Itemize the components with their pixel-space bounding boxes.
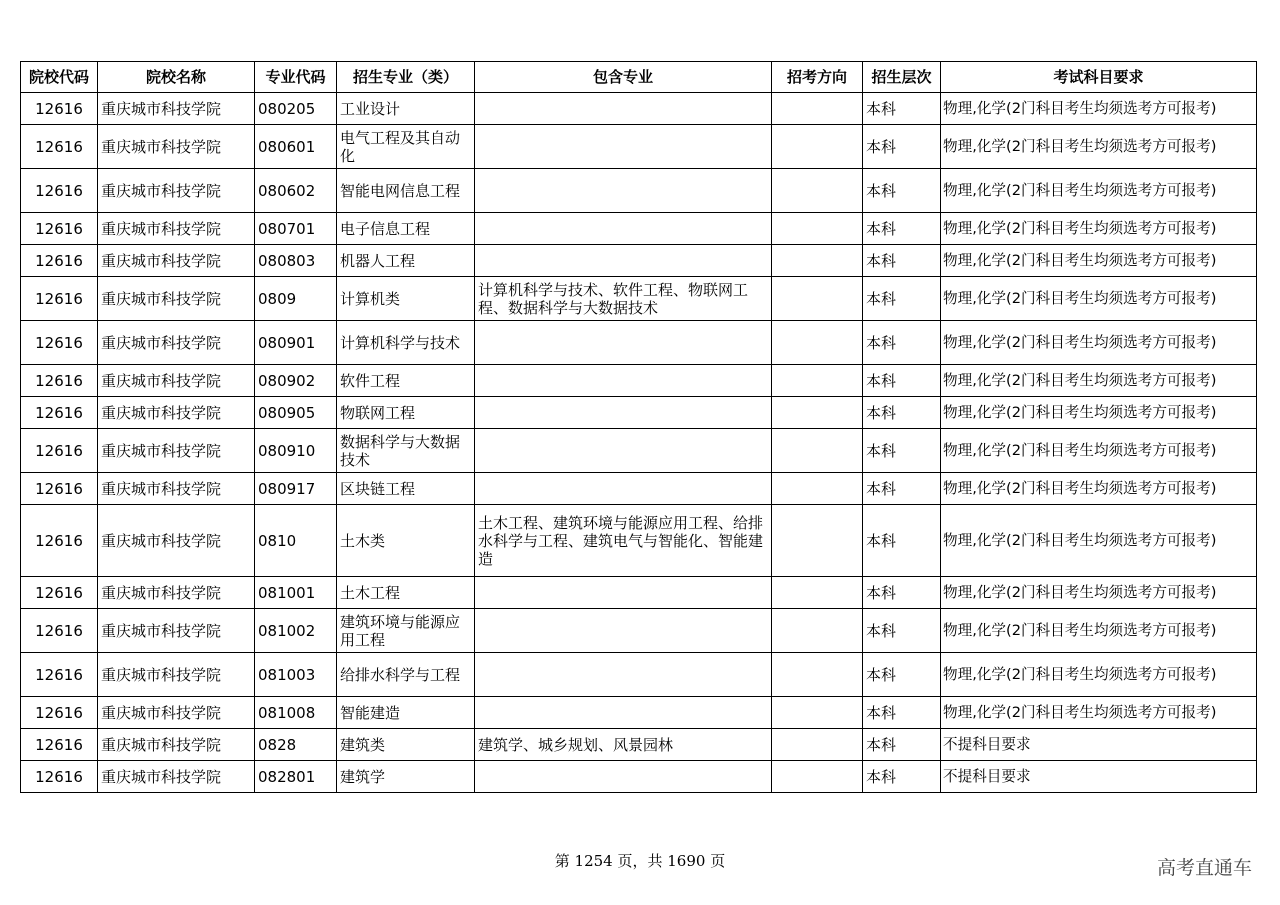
- cell-major-code: 0810: [255, 505, 337, 577]
- cell-school-code: 12616: [21, 761, 98, 793]
- cell-major: 土木工程: [337, 577, 475, 609]
- cell-major-code: 080205: [255, 93, 337, 125]
- cell-major-code: 0809: [255, 277, 337, 321]
- cell-school-name: 重庆城市科技学院: [98, 125, 255, 169]
- cell-requirement: 物理,化学(2门科目考生均须选考方可报考): [941, 93, 1257, 125]
- cell-includes: [475, 169, 772, 213]
- cell-major: 智能建造: [337, 697, 475, 729]
- cell-direction: [772, 169, 863, 213]
- cell-school-code: 12616: [21, 365, 98, 397]
- header-major: 招生专业（类）: [337, 62, 475, 93]
- cell-school-code: 12616: [21, 653, 98, 697]
- cell-requirement: 物理,化学(2门科目考生均须选考方可报考): [941, 429, 1257, 473]
- cell-includes: [475, 473, 772, 505]
- cell-major-code: 081003: [255, 653, 337, 697]
- cell-major: 土木类: [337, 505, 475, 577]
- cell-level: 本科: [863, 93, 941, 125]
- cell-includes: [475, 245, 772, 277]
- cell-requirement: 物理,化学(2门科目考生均须选考方可报考): [941, 653, 1257, 697]
- header-school-code: 院校代码: [21, 62, 98, 93]
- cell-includes: 建筑学、城乡规划、风景园林: [475, 729, 772, 761]
- cell-requirement: 物理,化学(2门科目考生均须选考方可报考): [941, 397, 1257, 429]
- header-includes: 包含专业: [475, 62, 772, 93]
- cell-school-name: 重庆城市科技学院: [98, 505, 255, 577]
- cell-includes: [475, 609, 772, 653]
- cell-requirement: 物理,化学(2门科目考生均须选考方可报考): [941, 169, 1257, 213]
- cell-level: 本科: [863, 125, 941, 169]
- cell-school-code: 12616: [21, 397, 98, 429]
- cell-school-name: 重庆城市科技学院: [98, 277, 255, 321]
- table-row: [21, 697, 1257, 729]
- cell-level: 本科: [863, 505, 941, 577]
- cell-direction: [772, 321, 863, 365]
- cell-major-code: 081001: [255, 577, 337, 609]
- table-row: [21, 761, 1257, 793]
- admission-table: [20, 61, 1257, 793]
- cell-school-code: 12616: [21, 213, 98, 245]
- cell-direction: [772, 245, 863, 277]
- cell-major: 计算机科学与技术: [337, 321, 475, 365]
- table-row: [21, 213, 1257, 245]
- cell-school-name: 重庆城市科技学院: [98, 93, 255, 125]
- cell-major: 智能电网信息工程: [337, 169, 475, 213]
- cell-school-name: 重庆城市科技学院: [98, 761, 255, 793]
- cell-includes: [475, 429, 772, 473]
- table-row: [21, 729, 1257, 761]
- cell-includes: [475, 577, 772, 609]
- cell-major-code: 080901: [255, 321, 337, 365]
- cell-level: 本科: [863, 429, 941, 473]
- cell-major-code: 080905: [255, 397, 337, 429]
- cell-direction: [772, 761, 863, 793]
- cell-requirement: 物理,化学(2门科目考生均须选考方可报考): [941, 125, 1257, 169]
- table-row: [21, 365, 1257, 397]
- table-row: [21, 473, 1257, 505]
- cell-includes: [475, 653, 772, 697]
- cell-major-code: 080701: [255, 213, 337, 245]
- cell-school-code: 12616: [21, 609, 98, 653]
- cell-level: 本科: [863, 169, 941, 213]
- cell-includes: [475, 213, 772, 245]
- table-row: [21, 609, 1257, 653]
- cell-school-name: 重庆城市科技学院: [98, 169, 255, 213]
- cell-includes: 计算机科学与技术、软件工程、物联网工程、数据科学与大数据技术: [475, 277, 772, 321]
- cell-major-code: 082801: [255, 761, 337, 793]
- cell-school-name: 重庆城市科技学院: [98, 729, 255, 761]
- cell-school-code: 12616: [21, 505, 98, 577]
- cell-direction: [772, 473, 863, 505]
- cell-level: 本科: [863, 609, 941, 653]
- cell-school-code: 12616: [21, 697, 98, 729]
- header-requirement: 考试科目要求: [941, 62, 1257, 93]
- cell-major-code: 081008: [255, 697, 337, 729]
- cell-includes: [475, 125, 772, 169]
- cell-major-code: 080917: [255, 473, 337, 505]
- cell-requirement: 物理,化学(2门科目考生均须选考方可报考): [941, 577, 1257, 609]
- cell-level: 本科: [863, 397, 941, 429]
- cell-major: 给排水科学与工程: [337, 653, 475, 697]
- cell-school-code: 12616: [21, 169, 98, 213]
- cell-direction: [772, 125, 863, 169]
- cell-level: 本科: [863, 653, 941, 697]
- cell-school-code: 12616: [21, 729, 98, 761]
- cell-major-code: 080902: [255, 365, 337, 397]
- cell-level: 本科: [863, 761, 941, 793]
- cell-major: 建筑环境与能源应用工程: [337, 609, 475, 653]
- cell-direction: [772, 653, 863, 697]
- cell-includes: [475, 365, 772, 397]
- table-row: [21, 277, 1257, 321]
- cell-school-name: 重庆城市科技学院: [98, 245, 255, 277]
- header-major-code: 专业代码: [255, 62, 337, 93]
- cell-level: 本科: [863, 697, 941, 729]
- table-header-row: [21, 62, 1257, 93]
- cell-includes: [475, 93, 772, 125]
- cell-school-code: 12616: [21, 125, 98, 169]
- cell-direction: [772, 429, 863, 473]
- cell-school-code: 12616: [21, 277, 98, 321]
- cell-direction: [772, 397, 863, 429]
- cell-level: 本科: [863, 577, 941, 609]
- cell-direction: [772, 365, 863, 397]
- cell-major-code: 080602: [255, 169, 337, 213]
- cell-requirement: 不提科目要求: [941, 761, 1257, 793]
- cell-requirement: 物理,化学(2门科目考生均须选考方可报考): [941, 213, 1257, 245]
- cell-direction: [772, 277, 863, 321]
- table-row: [21, 505, 1257, 577]
- header-school-name: 院校名称: [98, 62, 255, 93]
- cell-includes: [475, 321, 772, 365]
- cell-school-name: 重庆城市科技学院: [98, 429, 255, 473]
- cell-requirement: 物理,化学(2门科目考生均须选考方可报考): [941, 365, 1257, 397]
- table-row: [21, 245, 1257, 277]
- table-row: [21, 169, 1257, 213]
- cell-direction: [772, 697, 863, 729]
- cell-level: 本科: [863, 213, 941, 245]
- cell-major-code: 080601: [255, 125, 337, 169]
- cell-major: 软件工程: [337, 365, 475, 397]
- cell-school-name: 重庆城市科技学院: [98, 609, 255, 653]
- cell-direction: [772, 729, 863, 761]
- cell-school-code: 12616: [21, 473, 98, 505]
- cell-major: 物联网工程: [337, 397, 475, 429]
- cell-school-name: 重庆城市科技学院: [98, 213, 255, 245]
- table-row: [21, 397, 1257, 429]
- cell-direction: [772, 213, 863, 245]
- table-row: [21, 429, 1257, 473]
- cell-requirement: 物理,化学(2门科目考生均须选考方可报考): [941, 697, 1257, 729]
- cell-major-code: 081002: [255, 609, 337, 653]
- cell-requirement: 物理,化学(2门科目考生均须选考方可报考): [941, 505, 1257, 577]
- cell-major-code: 0828: [255, 729, 337, 761]
- header-direction: 招考方向: [772, 62, 863, 93]
- page-number: 第 1254 页，共 1690 页: [554, 852, 726, 870]
- cell-school-name: 重庆城市科技学院: [98, 321, 255, 365]
- cell-level: 本科: [863, 245, 941, 277]
- cell-requirement: 物理,化学(2门科目考生均须选考方可报考): [941, 473, 1257, 505]
- cell-includes: [475, 761, 772, 793]
- cell-school-code: 12616: [21, 577, 98, 609]
- header-level: 招生层次: [863, 62, 941, 93]
- cell-major-code: 080910: [255, 429, 337, 473]
- cell-major: 电子信息工程: [337, 213, 475, 245]
- cell-school-name: 重庆城市科技学院: [98, 577, 255, 609]
- cell-direction: [772, 505, 863, 577]
- cell-major: 区块链工程: [337, 473, 475, 505]
- cell-requirement: 物理,化学(2门科目考生均须选考方可报考): [941, 245, 1257, 277]
- cell-major: 建筑类: [337, 729, 475, 761]
- cell-includes: 土木工程、建筑环境与能源应用工程、给排水科学与工程、建筑电气与智能化、智能建造: [475, 505, 772, 577]
- cell-major: 数据科学与大数据技术: [337, 429, 475, 473]
- cell-school-name: 重庆城市科技学院: [98, 473, 255, 505]
- cell-school-name: 重庆城市科技学院: [98, 697, 255, 729]
- table-row: [21, 321, 1257, 365]
- cell-major: 工业设计: [337, 93, 475, 125]
- cell-school-code: 12616: [21, 429, 98, 473]
- table-row: [21, 93, 1257, 125]
- table-row: [21, 577, 1257, 609]
- cell-requirement: 不提科目要求: [941, 729, 1257, 761]
- cell-major-code: 080803: [255, 245, 337, 277]
- cell-direction: [772, 93, 863, 125]
- cell-level: 本科: [863, 365, 941, 397]
- cell-direction: [772, 609, 863, 653]
- watermark: 高考直通车: [1156, 857, 1252, 879]
- cell-school-code: 12616: [21, 245, 98, 277]
- cell-major: 建筑学: [337, 761, 475, 793]
- cell-major: 电气工程及其自动化: [337, 125, 475, 169]
- cell-direction: [772, 577, 863, 609]
- cell-school-code: 12616: [21, 93, 98, 125]
- cell-school-name: 重庆城市科技学院: [98, 397, 255, 429]
- cell-requirement: 物理,化学(2门科目考生均须选考方可报考): [941, 321, 1257, 365]
- cell-school-name: 重庆城市科技学院: [98, 653, 255, 697]
- cell-requirement: 物理,化学(2门科目考生均须选考方可报考): [941, 609, 1257, 653]
- cell-school-code: 12616: [21, 321, 98, 365]
- table-row: [21, 125, 1257, 169]
- cell-level: 本科: [863, 729, 941, 761]
- cell-level: 本科: [863, 473, 941, 505]
- cell-level: 本科: [863, 277, 941, 321]
- cell-major: 计算机类: [337, 277, 475, 321]
- table-row: [21, 653, 1257, 697]
- table-body: [21, 93, 1257, 793]
- cell-major: 机器人工程: [337, 245, 475, 277]
- cell-includes: [475, 397, 772, 429]
- cell-school-name: 重庆城市科技学院: [98, 365, 255, 397]
- cell-level: 本科: [863, 321, 941, 365]
- cell-includes: [475, 697, 772, 729]
- cell-requirement: 物理,化学(2门科目考生均须选考方可报考): [941, 277, 1257, 321]
